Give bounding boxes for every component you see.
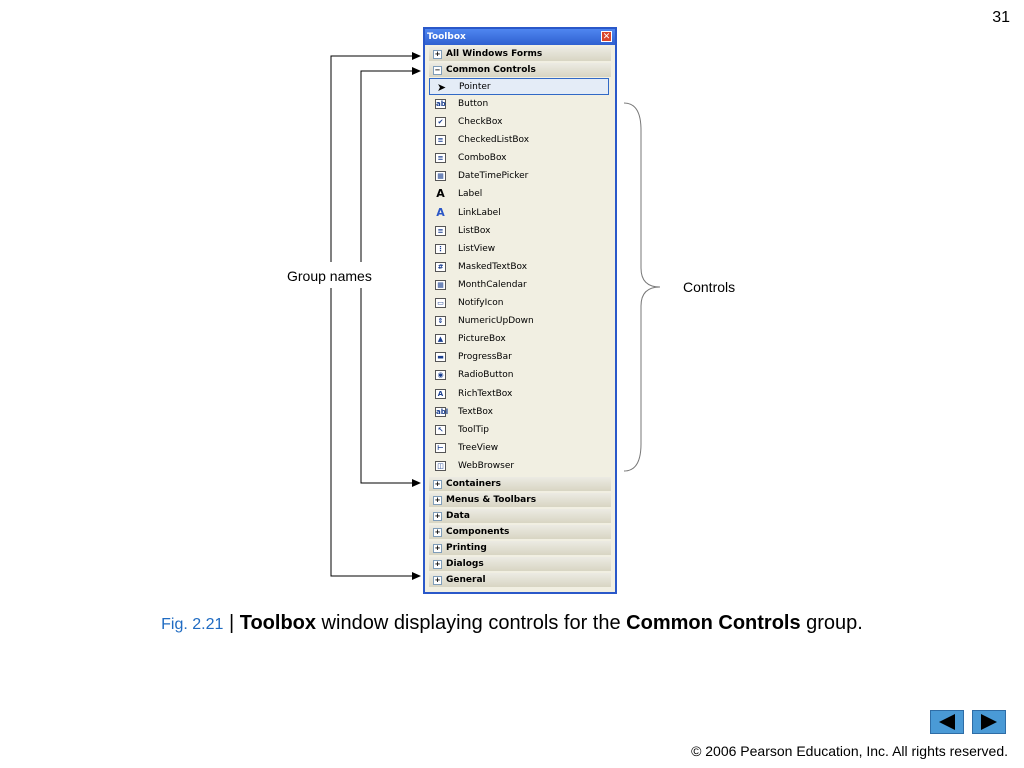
toolbox-item-label: Label xyxy=(458,189,483,200)
toolbox-item[interactable] xyxy=(429,131,609,149)
label-icon: A xyxy=(436,187,445,201)
toolbox-item[interactable] xyxy=(429,240,609,258)
expand-toggle-icon[interactable]: + xyxy=(434,479,441,488)
group-header[interactable] xyxy=(429,573,611,587)
toolbox-item-label: CheckBox xyxy=(458,117,503,128)
copyright-notice: © 2006 Pearson Education, Inc. All rights reserved. xyxy=(691,743,1008,759)
group-label: Components xyxy=(446,526,510,537)
checkbox-icon: ✔ xyxy=(435,117,446,127)
group-label: Printing xyxy=(446,542,487,553)
webbrowser-icon: ◫ xyxy=(435,461,446,471)
expand-toggle-icon[interactable]: + xyxy=(434,511,441,520)
listbox-icon: ≡ xyxy=(435,226,446,236)
toolbox-item-label: LinkLabel xyxy=(458,207,501,218)
button-icon: ab xyxy=(436,100,446,108)
toolbox-item-label: CheckedListBox xyxy=(458,135,530,146)
group-header[interactable] xyxy=(429,557,611,571)
toolbox-item-label: NumericUpDown xyxy=(458,316,534,327)
toolbox-item[interactable] xyxy=(429,312,609,330)
toolbox-item-label: RadioButton xyxy=(458,370,514,381)
group-label: Dialogs xyxy=(446,558,484,569)
toolbox-item[interactable] xyxy=(429,185,609,203)
toolbox-item[interactable] xyxy=(429,78,609,95)
arrow-left-icon xyxy=(931,711,963,733)
toolbox-item[interactable] xyxy=(429,222,609,240)
group-header[interactable] xyxy=(429,525,611,539)
toolbox-item-label: TreeView xyxy=(458,442,499,453)
group-label: Data xyxy=(446,510,470,521)
toolbox-item-label: ComboBox xyxy=(458,153,507,164)
toolbox-item-label: ListView xyxy=(458,243,496,254)
toolbox-item[interactable] xyxy=(429,348,609,366)
group-header[interactable] xyxy=(429,493,611,507)
figure-caption xyxy=(0,612,1024,635)
toolbox-item-label: MonthCalendar xyxy=(458,279,527,290)
toolbox-item[interactable] xyxy=(429,95,609,113)
picturebox-icon: ▲ xyxy=(435,334,446,344)
toolbox-item[interactable] xyxy=(429,149,609,167)
controls-label: Controls xyxy=(683,279,736,295)
toolbox-item[interactable] xyxy=(429,330,609,348)
toolbox-item-label: TextBox xyxy=(458,406,493,417)
toolbox-item[interactable] xyxy=(429,366,609,384)
group-header[interactable] xyxy=(429,47,611,61)
linklabel-icon: A xyxy=(436,205,445,219)
radiobutton-icon: ◉ xyxy=(435,370,446,380)
toolbox-titlebar[interactable] xyxy=(425,29,615,45)
group-label: Menus & Toolbars xyxy=(446,494,537,505)
toolbox-item-label: Pointer xyxy=(459,82,491,92)
toolbox-item-label: MaskedTextBox xyxy=(458,261,528,272)
datetimepicker-icon: ▦ xyxy=(435,171,446,181)
toolbox-item-label: ProgressBar xyxy=(458,352,512,363)
expand-toggle-icon[interactable]: + xyxy=(434,559,441,568)
toolbox-item-label: ListBox xyxy=(458,225,491,236)
next-slide-button[interactable] xyxy=(972,710,1006,734)
caption-text-2: group. xyxy=(800,612,863,634)
toolbox-item[interactable] xyxy=(429,258,609,276)
toolbox-item-label: Button xyxy=(458,99,489,109)
caption-bold-common-controls: Common Controls xyxy=(626,612,801,634)
combobox-icon: ≡ xyxy=(435,153,446,163)
group-header[interactable] xyxy=(429,63,611,77)
textbox-icon: abl xyxy=(436,407,449,416)
expand-toggle-icon[interactable]: + xyxy=(434,527,441,536)
toolbox-item[interactable] xyxy=(429,167,609,185)
expand-toggle-icon[interactable]: + xyxy=(434,543,441,552)
close-button[interactable]: ✕ xyxy=(602,32,611,42)
numericupdown-icon: ⇕ xyxy=(435,316,446,326)
toolbox-item[interactable] xyxy=(429,421,609,439)
group-header[interactable] xyxy=(429,477,611,491)
treeview-icon: ⊢ xyxy=(435,443,446,453)
pointer-icon: ➤ xyxy=(436,81,447,94)
toolbox-title: Toolbox xyxy=(427,32,466,42)
group-label: Common Controls xyxy=(446,65,536,75)
caption-separator: | xyxy=(223,612,240,634)
richtextbox-icon: A xyxy=(435,389,446,399)
monthcalendar-icon: ▦ xyxy=(435,280,446,290)
slide-number: 31 xyxy=(992,9,1010,26)
group-label: All Windows Forms xyxy=(446,49,543,59)
tooltip-icon: ↖ xyxy=(435,425,446,435)
arrow-right-icon xyxy=(973,711,1005,733)
progressbar-icon: ▬ xyxy=(435,352,446,362)
toolbox-item-label: RichTextBox xyxy=(458,388,513,399)
toolbox-item[interactable] xyxy=(429,385,609,403)
checkedlistbox-icon: ≡ xyxy=(435,135,446,145)
figure-number: Fig. 2.21 xyxy=(161,616,224,633)
group-label: General xyxy=(446,574,486,585)
expand-toggle-icon[interactable]: + xyxy=(434,495,441,504)
expand-toggle-icon[interactable]: − xyxy=(434,66,441,74)
caption-text-1: window displaying controls for the xyxy=(316,612,627,634)
toolbox-item[interactable] xyxy=(429,204,609,222)
expand-toggle-icon[interactable]: + xyxy=(434,575,441,584)
toolbox-item[interactable] xyxy=(429,403,609,421)
toolbox-item[interactable] xyxy=(429,113,609,131)
toolbox-item-label: WebBrowser xyxy=(458,460,515,471)
toolbox-item-label: PictureBox xyxy=(458,334,506,345)
toolbox-item-label: NotifyIcon xyxy=(458,298,504,309)
toolbox-item[interactable] xyxy=(429,294,609,312)
expand-toggle-icon[interactable]: + xyxy=(434,50,441,58)
listview-icon: ⋮ xyxy=(437,244,444,253)
toolbox-item[interactable] xyxy=(429,439,609,457)
previous-slide-button[interactable] xyxy=(930,710,964,734)
toolbox-item-label: DateTimePicker xyxy=(458,171,529,182)
toolbox-item-label: ToolTip xyxy=(458,424,489,435)
group-header[interactable] xyxy=(429,541,611,555)
caption-bold-toolbox: Toolbox xyxy=(239,612,316,634)
group-header[interactable] xyxy=(429,509,611,523)
notifyicon-icon: ▭ xyxy=(435,298,446,308)
toolbox-item[interactable] xyxy=(429,457,609,475)
group-label: Containers xyxy=(446,478,501,489)
toolbox-item[interactable] xyxy=(429,276,609,294)
group-names-label: Group names xyxy=(287,268,372,284)
toolbox-window xyxy=(423,27,617,594)
maskedtextbox-icon: # xyxy=(435,262,446,272)
